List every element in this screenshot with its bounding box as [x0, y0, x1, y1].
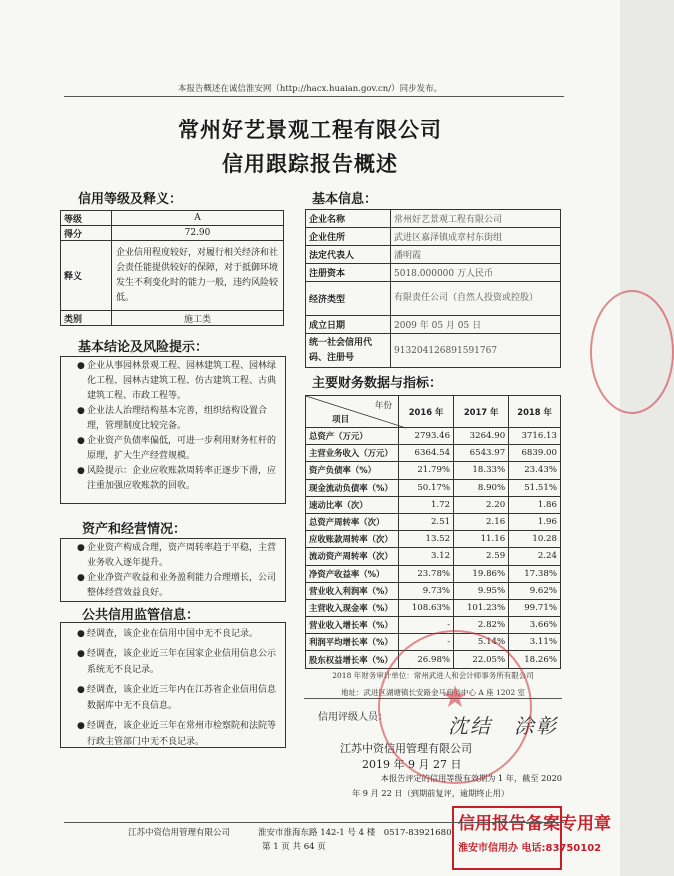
finance-row-label: 应收账款周转率（次） — [306, 531, 399, 548]
finance-cell: 108.63% — [399, 599, 454, 616]
audit-address: 地址：武进区湖塘镇长安路金马商务中心 A 座 1202 室 — [340, 688, 526, 697]
bullet-icon: ● — [77, 361, 85, 371]
basic-value: 913204126891591767 — [391, 334, 561, 368]
report-title: 信用跟踪报告概述 — [222, 151, 398, 176]
finance-row — [306, 617, 561, 634]
finance-cell: 17.38% — [509, 565, 561, 582]
finance-cell: 9.62% — [509, 582, 561, 599]
finance-cell: 13.52 — [399, 531, 454, 548]
finance-cell: 23.43% — [509, 462, 561, 479]
finance-cell: 22.05% — [454, 651, 509, 668]
finance-row-label: 营业收入利润率（%） — [306, 582, 399, 599]
basic-section-title: 基本信息： — [312, 192, 378, 207]
finance-row-label: 资产负债率（%） — [306, 462, 399, 479]
finance-cell: 2.24 — [509, 548, 561, 565]
finance-row-label: 总资产周转率（次） — [306, 513, 399, 530]
validity-line-2: 年 9 月 22 日（到期前复评，逾期终止用） — [352, 788, 510, 798]
finance-row — [306, 531, 561, 548]
basic-value: 常州好艺景观工程有限公司 — [391, 210, 561, 228]
basic-value: 有限责任公司（自然人投资或控股） — [391, 282, 561, 316]
finance-cell: 18.26% — [509, 651, 561, 668]
finance-row-label: 利润平均增长率（%） — [306, 634, 399, 651]
credit-label: 类别 — [61, 311, 112, 326]
finance-cell: 3.11% — [509, 634, 561, 651]
org-name: 江苏中资信用管理有限公司 — [340, 742, 472, 755]
finance-cell: 2.59 — [454, 548, 509, 565]
finance-cell: 6839.00 — [509, 445, 561, 462]
basic-label: 法定代表人 — [306, 246, 391, 264]
footer-company: 江苏中资信用管理有限公司 — [128, 828, 231, 838]
finance-cell: 2.16 — [454, 513, 509, 530]
finance-cell: 18.33% — [454, 462, 509, 479]
finance-row-label: 总资产（万元） — [306, 428, 399, 445]
finance-cell: 2.51 — [399, 513, 454, 530]
credit-score: 72.90 — [112, 226, 284, 241]
bullet-icon: ● — [77, 721, 85, 731]
finance-row — [306, 582, 561, 599]
finance-row — [306, 479, 561, 496]
finance-row-label: 速动比率（次） — [306, 496, 399, 513]
credit-category: 施工类 — [112, 311, 284, 326]
basic-value: 潘明霞 — [391, 246, 561, 264]
assets-section-title: 资产和经营情况： — [82, 522, 187, 537]
bullet-icon: ● — [77, 573, 85, 583]
finance-cell: 1.96 — [509, 513, 561, 530]
audit-note: 2018 年财务审计单位：常州武进人和会计师事务所有限公司 — [332, 671, 534, 680]
public-item: ● 经调查，该企业近三年在常州市检察院和法院等行政主管部门中无不良记录。 — [77, 718, 281, 750]
finance-cell: 101.23% — [454, 599, 509, 616]
bullet-icon: ● — [77, 436, 85, 446]
finance-row — [306, 496, 561, 513]
stamp-line-2: 淮安市信用办 电话:83750102 — [458, 843, 602, 854]
finance-cell: 19.86% — [454, 565, 509, 582]
finance-cell: 5.14% — [454, 634, 509, 651]
finance-cell: - — [399, 617, 454, 634]
rater-label: 信用评级人员： — [318, 712, 388, 723]
finance-header-item: 项目 — [332, 415, 350, 425]
finance-row — [306, 548, 561, 565]
finance-cell: 2.82% — [454, 617, 509, 634]
finance-cell: 9.95% — [454, 582, 509, 599]
footer-page: 第 1 页 共 64 页 — [262, 842, 326, 852]
finance-row-label: 主营收入现金率（%） — [306, 599, 399, 616]
filing-stamp — [452, 806, 611, 870]
public-box — [60, 622, 286, 748]
finance-row — [306, 445, 561, 462]
bullet-icon: ● — [77, 406, 85, 416]
finance-cell: - — [399, 634, 454, 651]
finance-row-label: 净资产收益率（%） — [306, 565, 399, 582]
finance-cell: 6543.97 — [454, 445, 509, 462]
basic-label: 注册资本 — [306, 264, 391, 282]
finance-row-label: 股东权益增长率（%） — [306, 651, 399, 668]
public-item: ● 经调查，该企业近三年在国家企业信用信息公示系统无不良记录。 — [77, 646, 281, 678]
basic-value: 5018.000000 万人民币 — [391, 264, 561, 282]
conclusion-item: ● 企业从事园林景观工程、园林建筑工程、园林绿化工程、园林古建筑工程、仿古建筑工程、古典建筑工程、市政工程等。 — [77, 361, 277, 401]
finance-cell: 11.16 — [454, 531, 509, 548]
conclusion-item: ● 企业资产负债率偏低，可进一步利用财务杠杆的原理，扩大生产经营规模。 — [77, 436, 277, 461]
finance-cell: 9.73% — [399, 582, 454, 599]
credit-table — [60, 210, 284, 326]
publish-notice: 本报告概述在诚信淮安网（http://hacx.huaian.gov.cn/）同步发布。 — [177, 84, 443, 94]
assets-item: ● 企业资产构成合理，资产周转率趋于平稳，主营业务收入逐年提升。 — [77, 543, 277, 568]
sign-date: 2019 年 9 月 27 日 — [362, 758, 462, 771]
finance-cell: 26.98% — [399, 651, 454, 668]
stamp-line-1: 信用报告备案专用章 — [458, 814, 611, 834]
basic-label: 成立日期 — [306, 316, 391, 334]
bullet-icon: ● — [77, 466, 85, 476]
finance-cell: 99.71% — [509, 599, 561, 616]
finance-row — [306, 462, 561, 479]
conclusion-box — [60, 356, 286, 504]
finance-cell: 3.66% — [509, 617, 561, 634]
finance-row-label: 流动资产周转率（次） — [306, 548, 399, 565]
bullet-icon: ● — [77, 649, 85, 659]
finance-table — [305, 395, 561, 669]
finance-row-label: 主营业务收入（万元） — [306, 445, 399, 462]
finance-cell: 21.79% — [399, 462, 454, 479]
basic-label: 企业名称 — [306, 210, 391, 228]
credit-label: 释义 — [61, 241, 112, 311]
finance-cell: 2.20 — [454, 496, 509, 513]
validity-line-1: 本报告评定的信用等级有效期为 1 年，截至 2020 — [380, 773, 562, 783]
finance-row — [306, 565, 561, 582]
company-title: 常州好艺景观工程有限公司 — [178, 117, 442, 142]
finance-row-label: 现金流动负债率（%） — [306, 479, 399, 496]
rater-signature: 沈结 涂彰 — [448, 714, 558, 738]
edge-seal — [590, 290, 674, 414]
finance-header-year: 年份 — [374, 401, 392, 411]
assets-item: ● 企业净资产收益和业务盈利能力合理增长，公司整体经营效益良好。 — [77, 573, 277, 598]
public-item: ● 经调查，该企业近三年内在江苏省企业信用信息数据库中无不良信息。 — [77, 682, 281, 714]
conclusion-item: ● 风险提示：企业应收账款周转率正逐步下滑，应注重加强应收账款的回收。 — [77, 466, 277, 491]
finance-cell: 1.86 — [509, 496, 561, 513]
basic-label: 企业住所 — [306, 228, 391, 246]
credit-label: 等级 — [61, 211, 112, 226]
finance-corner-cell — [306, 396, 399, 428]
public-item: ● 经调查，该企业在信用中国中无不良记录。 — [77, 626, 281, 642]
finance-cell: 8.90% — [454, 479, 509, 496]
finance-cell: 23.78% — [399, 565, 454, 582]
seal-star-icon: ★ — [441, 680, 469, 715]
bullet-icon: ● — [77, 543, 85, 553]
public-section-title: 公共信用监管信息： — [82, 608, 200, 623]
finance-cell: 2793.46 — [399, 428, 454, 445]
finance-cell: 3716.13 — [509, 428, 561, 445]
finance-row-label: 营业收入增长率（%） — [306, 617, 399, 634]
credit-label: 得分 — [61, 226, 112, 241]
finance-row — [306, 599, 561, 616]
finance-cell: 10.28 — [509, 531, 561, 548]
conclusion-item: ● 企业法人治理结构基本完善，组织结构设置合理，管理制度比较完备。 — [77, 406, 268, 431]
finance-year: 2016 年 — [399, 396, 454, 428]
basic-value: 武进区嘉泽镇成章村东街组 — [391, 228, 561, 246]
finance-row — [306, 513, 561, 530]
basic-label: 统一社会信用代码、注册号 — [306, 334, 391, 368]
finance-cell: 1.72 — [399, 496, 454, 513]
credit-definition: 企业信用程度较好，对履行相关经济和社会责任能提供较好的保障，对于抵御环境发生不利变化时的能力一般，违约风险较低。 — [112, 241, 284, 311]
finance-cell: 3264.90 — [454, 428, 509, 445]
header-rule — [64, 96, 564, 97]
finance-section-title: 主要财务数据与指标： — [312, 376, 443, 391]
finance-row — [306, 428, 561, 445]
finance-cell: 3.12 — [399, 548, 454, 565]
finance-cell: 6364.54 — [399, 445, 454, 462]
company-seal — [378, 630, 532, 784]
finance-year: 2018 年 — [509, 396, 561, 428]
credit-section-title: 信用等级及释义： — [78, 192, 183, 207]
finance-cell: 51.51% — [509, 479, 561, 496]
bullet-icon: ● — [77, 685, 85, 695]
assets-box — [60, 538, 286, 602]
footer-rule — [64, 822, 564, 823]
finance-cell: 50.17% — [399, 479, 454, 496]
basic-info-table — [305, 209, 561, 368]
conclusion-section-title: 基本结论及风险提示： — [78, 340, 209, 355]
footer-address: 淮安市淮海东路 142-1 号 4 楼 0517-83921680 — [258, 828, 452, 838]
finance-year: 2017 年 — [454, 396, 509, 428]
basic-value: 2009 年 05 月 05 日 — [391, 316, 561, 334]
bullet-icon: ● — [77, 629, 85, 639]
credit-grade: A — [112, 211, 284, 226]
basic-label: 经济类型 — [306, 282, 391, 316]
